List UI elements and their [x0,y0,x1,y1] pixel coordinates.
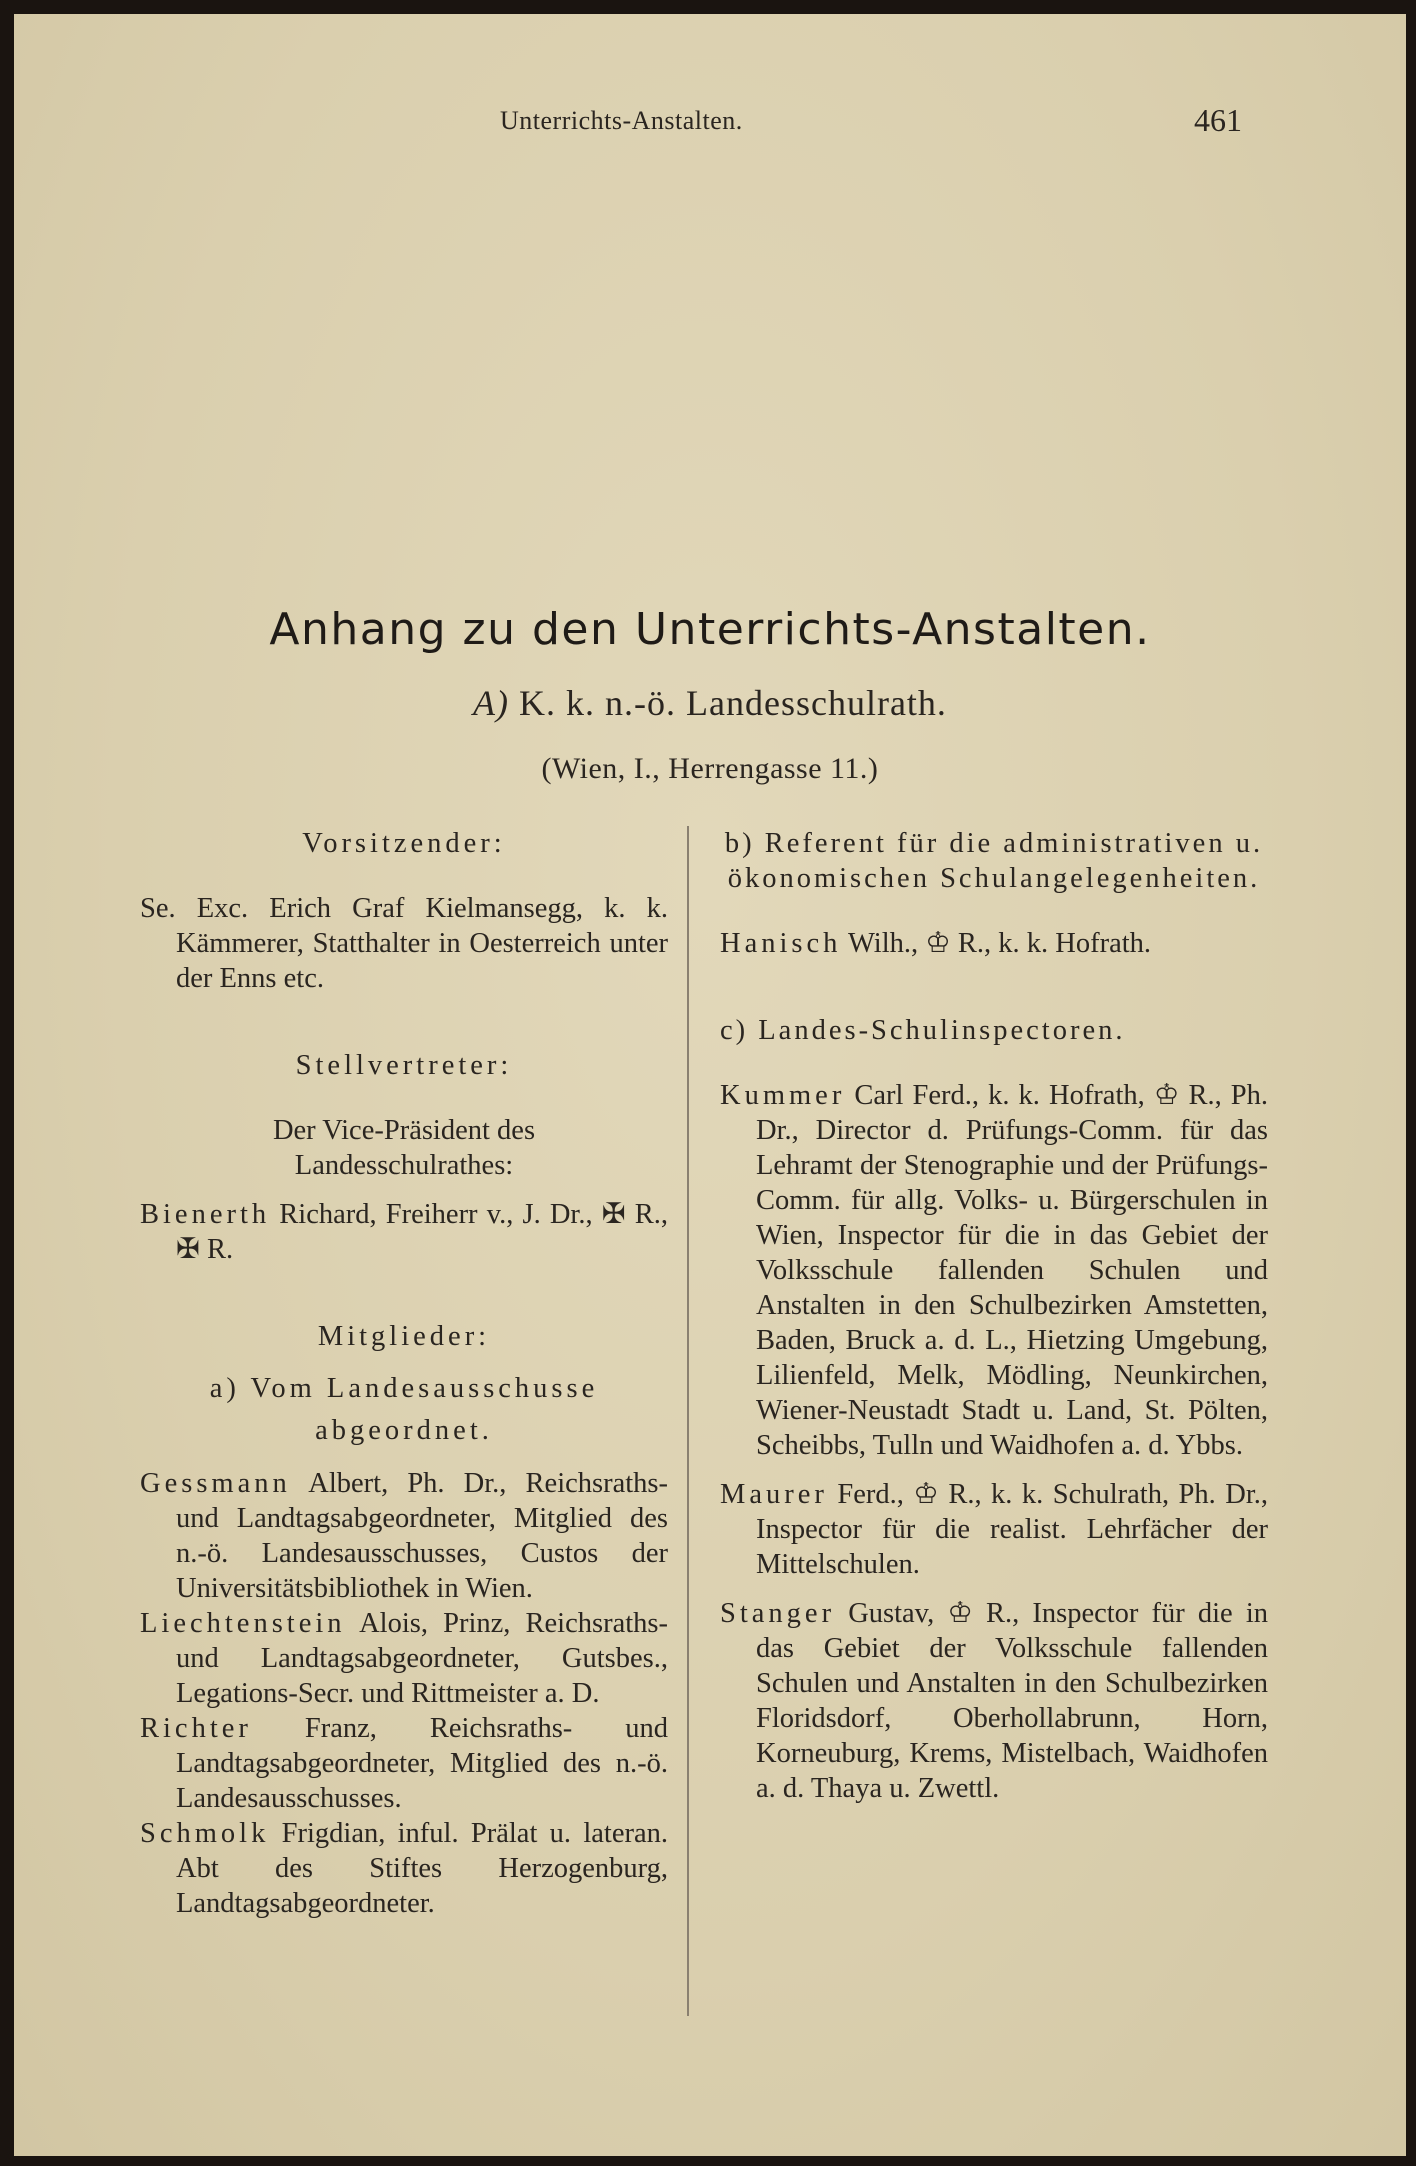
vorsitzender-heading: Vorsitzender: [302,828,506,859]
vorsitzender-text: k. k. Kämmerer, Statthalter in Oesterreich unter der Enns etc. [176,893,668,994]
inspector-entry [720,1078,1268,1463]
member-name: Richter [140,1713,252,1744]
member-entry [140,1466,668,1606]
page-number: 461 [1194,102,1242,138]
mitglieder-heading: Mitglieder: [317,1321,491,1352]
running-head-title: Unterrichts-Anstalten. [500,106,743,135]
vorsitzender-name: Se. Exc. Erich Graf Kielmansegg, [140,893,583,924]
member-entry [140,1606,668,1711]
inspector-text: Gustav, ♔ R., Inspector für die in das Gebiet der Volksschule fallenden Schulen und Anstalten in den Schulbezirken Floridsdorf, Oberhollabrunn, Horn, Korneuburg, Krems, Mistelbach, Waidhofen a. d. Thaya u. Zwettl. [756,1598,1268,1804]
subsection-text: K. k. n.-ö. Landesschulrath. [519,683,947,723]
member-name: Liechtenstein [140,1608,346,1639]
vorsitzender-entry [140,891,668,996]
stellvertreter-role: Der Vice-Präsident des Landesschulrathes: [272,1115,536,1181]
section-a-heading: a) Vom Landesausschusse abgeordnet. [209,1373,599,1446]
referent-text: Wilh., ♔ R., k. k. Hofrath. [848,928,1152,959]
stellvertreter-entry [140,1197,668,1267]
member-text: Alois, Prinz, Reichsraths- und Landtagsabgeordneter, Gutsbes., Legations-Secr. und Rittmeister a. D. [176,1608,668,1709]
member-entry [140,1711,668,1816]
member-text: Franz, Reichsraths- und Landtagsabgeordneter, Mitglied des n.-ö. Landesausschusses. [176,1713,668,1814]
stellvertreter-text: Richard, Freiherr v., J. Dr., ✠ R., ✠ R. [176,1199,668,1265]
referent-entry [720,926,1268,961]
member-name: Gessmann [140,1468,291,1499]
inspector-text: Ferd., ♔ R., k. k. Schulrath, Ph. Dr., Inspector für die realist. Lehrfächer der Mittelschulen. [756,1479,1268,1580]
member-text: Albert, Ph. Dr., Reichsraths- und Landtagsabgeordneter, Mitglied des n.-ö. Landesausschusses, Custos der Universitätsbibliothek in Wien. [176,1468,668,1604]
column-divider [687,826,689,2016]
section-b-heading: b) Referent für die administrativen u. ökonomischen Schulangelegenheiten. [724,828,1264,894]
stellvertreter-heading: Stellvertreter: [295,1050,513,1081]
referent-name: Hanisch [720,928,842,959]
inspector-entry [720,1596,1268,1806]
section-title: Anhang zu den Unterrichts-Anstalten. [269,604,1151,655]
member-name: Schmolk [140,1818,270,1849]
running-head [14,102,1406,146]
address: (Wien, I., Herrengasse 11.) [541,752,879,785]
member-text: Frigdian, inful. Prälat u. lateran. Abt des Stiftes Herzogenburg, Landtagsabgeordneter. [176,1818,668,1919]
member-entry [140,1816,668,1921]
subsection-letter: A) [473,683,510,723]
inspector-name: Kummer [720,1080,846,1111]
right-column [720,826,1268,1806]
inspector-entry [720,1477,1268,1582]
inspector-name: Maurer [720,1479,828,1510]
subsection-title [14,682,1406,724]
inspector-text: Carl Ferd., k. k. Hofrath, ♔ R., Ph. Dr., Director d. Prüfungs-Comm. für das Lehramt der Stenographie und der Prüfungs-Comm. für allg. Volks- u. Bürgerschulen in Wien, Inspector für die in das Gebiet der Volksschule fallenden Schulen und Anstalten in den Schulbezirken Amstetten, Baden, Bruck a. d. L., Hietzing Umgebung, Lilienfeld, Melk, Mödling, Neunkirchen, Wiener-Neustadt Stadt u. Land, St. Pölten, Scheibbs, Tulln und Waidhofen a. d. Ybbs. [756,1080,1268,1461]
stellvertreter-name: Bienerth [140,1199,271,1230]
inspector-name: Stanger [720,1598,836,1629]
section-c-heading: c) Landes-Schulinspectoren. [720,1015,1126,1046]
left-column [140,826,668,1921]
book-page [14,14,1406,2156]
